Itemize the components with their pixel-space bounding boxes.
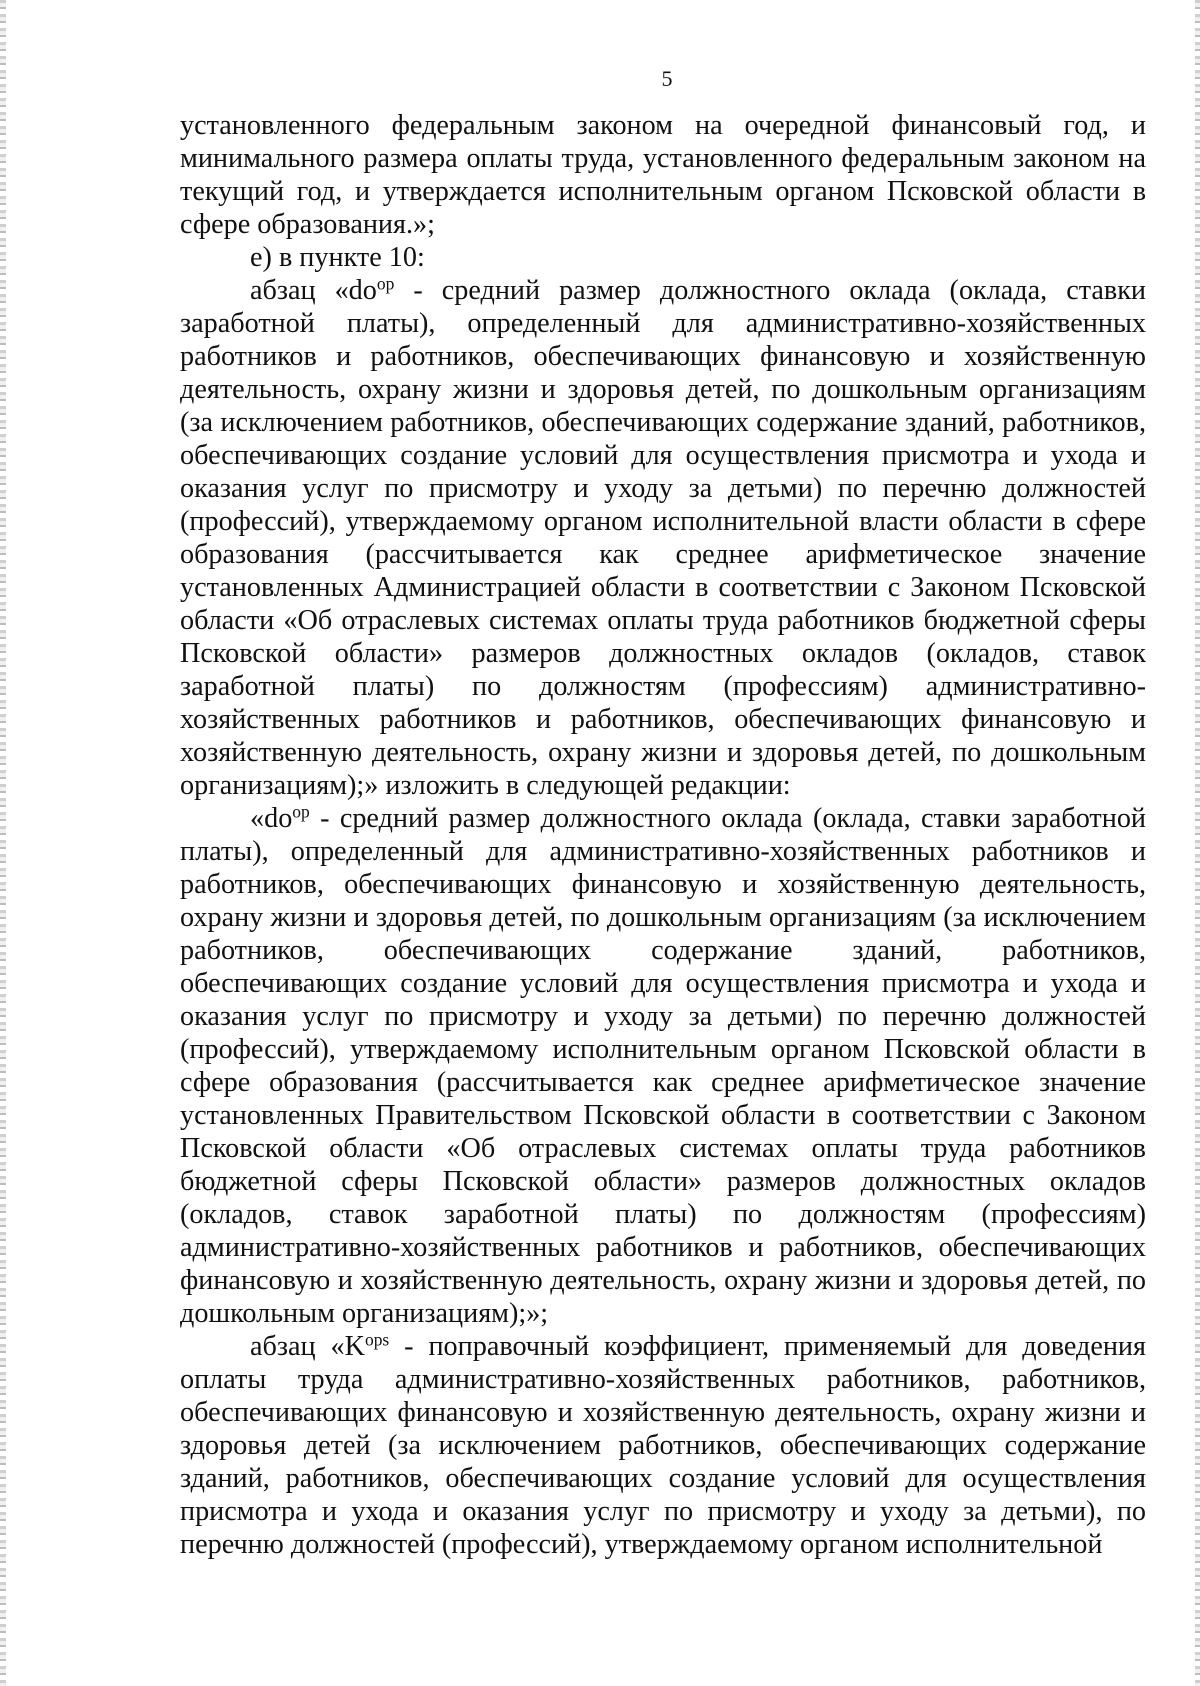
term-definition: - средний размер должностного оклада (оклада, ставки заработной платы), определенный для административно-хозяйственных работников и работников, обеспечивающих финансовую и хозяйственную деятельность, охрану жизни и здоровья детей, по дошкольным организациям (за исключением работников, обеспечивающих содержание зданий, работников, обеспечивающих создание условий для осуществления присмотра и ухода и оказания услуг по присмотру и уходу за детьми) по перечню должностей (профессий), утверждаемому органом исполнительной власти области в сфере образования (рассчитывается как среднее арифметическое значение установленных Администрацией области в соответствии с Законом Псковской области «Об отраслевых системах оплаты труда работников бюджетной сферы Псковской области» размеров должностных окладов (окладов, ставок заработной платы) по должностям (профессиям) административно-хозяйственных работников и работников, обеспечивающих финансовую и хозяйственную деятельность, охрану жизни и здоровья детей, по дошкольным организациям);» изложить в следующей редакции:: [180, 275, 1146, 801]
paragraph-continuation: установленного федеральным законом на очередной финансовый год, и минимального размера оплаты труда, установленного федеральным законом на текущий год, и утверждается исполнительным органом Псковской области в сфере образования.»;: [180, 110, 1146, 240]
paragraph-kops-definition: [180, 1330, 1146, 1561]
document-body: [180, 109, 1146, 1561]
page-number: 5: [661, 66, 673, 91]
paragraph-old-do-definition: [180, 274, 1146, 802]
term-lead: абзац «K: [250, 1331, 365, 1362]
term-definition: - поправочный коэффициент, применяемый для доведения оплаты труда административно-хозяйственных работников, работников, обеспечивающих финансовую и хозяйственную деятельность, охрану жизни и здоровья детей (за исключением работников, обеспечивающих содержание зданий, работников, обеспечивающих создание условий для осуществления присмотра и ухода и оказания услуг по присмотру и уходу за детьми), по перечню должностей (профессий), утверждаемому органом исполнительной: [180, 1331, 1146, 1560]
scan-edge-right: [1195, 0, 1200, 1686]
term-lead: «do: [250, 803, 293, 834]
term-lead: абзац «do: [250, 275, 377, 306]
term-superscript: ops: [364, 1329, 390, 1350]
scan-edge-left: [0, 0, 6, 1686]
term-superscript: op: [376, 273, 395, 294]
term-superscript: op: [292, 801, 310, 822]
term-definition: - средний размер должностного оклада (оклада, ставки заработной платы), определенный для административно-хозяйственных работников и работников, обеспечивающих финансовую и хозяйственную деятельность, охрану жизни и здоровья детей, по дошкольным организациям (за исключением работников, обеспечивающих содержание зданий, работников, обеспечивающих создание условий для осуществления присмотра и ухода и оказания услуг по присмотру и уходу за детьми) по перечню должностей (профессий), утверждаемому исполнительным органом Псковской области в сфере образования (рассчитывается как среднее арифметическое значение установленных Правительством Псковской области в соответствии с Законом Псковской области «Об отраслевых системах оплаты труда работников бюджетной сферы Псковской области» размеров должностных окладов (окладов, ставок заработной платы) по должностям (профессиям) административно-хозяйственных работников и работников, обеспечивающих финансовую и хозяйственную деятельность, охрану жизни и здоровья детей, по дошкольным организациям);»;: [180, 803, 1146, 1329]
paragraph-subpoint-e: е) в пункте 10:: [250, 242, 425, 273]
paragraph-new-do-definition: [180, 802, 1146, 1330]
